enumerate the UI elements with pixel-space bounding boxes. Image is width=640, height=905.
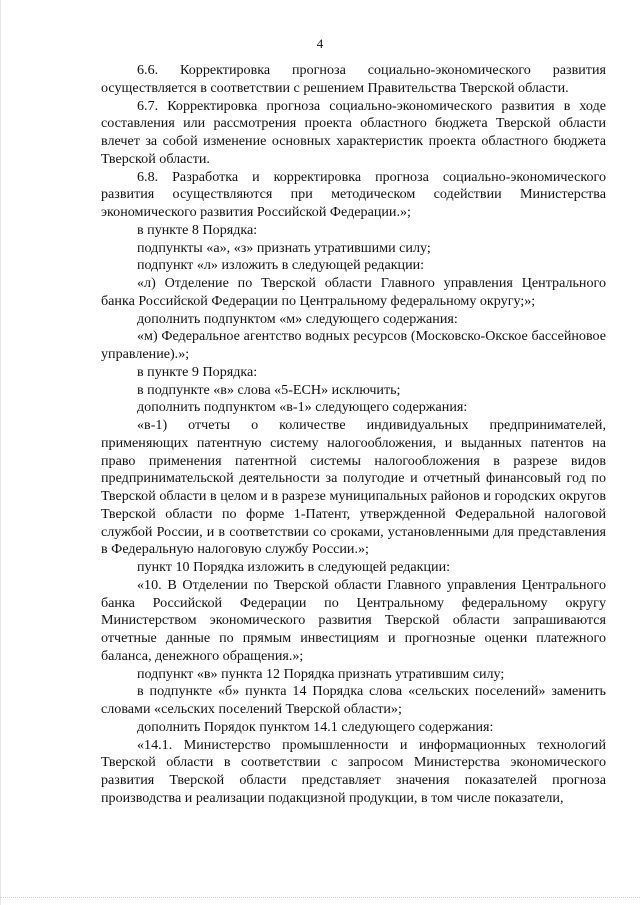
- paragraph-subitems-a-z: подпункты «а», «з» признать утратившими силу;: [137, 239, 431, 256]
- paragraph-subitem-v1-text: «в-1) отчеты о количестве индивидуальных предпринимателей, применяющих патентную систему налогообложения, и выданных патентов на право применения патентной системы налогообложения в разрезе видов предпринимательской деятельности за полугодие и отчетный финансовый год по Тверской области в целом и в разрезе муниципальных районов и городских округов Тверской области по форме 1-Патент, утвержденной Федеральной налоговой службой России, и в соответствии со сроками, установленными для представления в Федеральную налоговую службу России.»;: [101, 417, 606, 558]
- paragraph-item-10: пункт 10 Порядка изложить в следующей редакции:: [137, 559, 451, 575]
- scan-bottom-edge: [0, 897, 640, 901]
- document-body: [101, 62, 606, 808]
- paragraph-subitem-v: в подпункте «в» слова «5-ЕСН» исключить;: [137, 381, 401, 398]
- paragraph-6-7: 6.7. Корректировка прогноза социально-экономического развития в ходе составления или рассмотрения проекта областного бюджета Тверской области влечет за собой изменение основных характеристик проекта областного бюджета Тверской области.: [101, 97, 606, 167]
- paragraph-item-8: в пункте 8 Порядка:: [137, 221, 258, 238]
- scan-edge: [0, 0, 1, 905]
- page-number: 4: [316, 36, 324, 51]
- paragraph-item-14: в подпункте «б» пункта 14 Порядка слова «сельских поселений» заменить словами «сельских поселений Тверской области»;: [101, 683, 606, 717]
- paragraph-6-8: 6.8. Разработка и корректировка прогноза социально-экономического развития осуществляются при методическом содействии Министерства экономического развития Российской Федерации.»;: [101, 168, 606, 220]
- paragraph-add-item-14-1: дополнить Порядок пунктом 14.1 следующего содержания:: [137, 718, 494, 735]
- paragraph-add-subitem-v1: дополнить подпунктом «в-1» следующего содержания:: [137, 399, 468, 416]
- paragraph-item-9: в пункте 9 Порядка:: [137, 363, 258, 380]
- paragraph-item-14-1-text: «14.1. Министерство промышленности и информационных технологий Тверской области в соответствии с запросом Министерства экономического развития Тверской области представляет значения показателей прогноза производства и реализации подакцизной продукции, в том числе показатели,: [101, 736, 606, 806]
- paragraph-6-6: 6.6. Корректировка прогноза социально-экономического развития осуществляется в соответствии с решением Правительства Тверской области.: [101, 62, 606, 96]
- paragraph-item-12: подпункт «в» пункта 12 Порядка признать утратившим силу;: [137, 665, 505, 682]
- paragraph-add-subitem-m: дополнить подпунктом «м» следующего содержания:: [137, 310, 458, 327]
- paragraph-subitem-l: подпункт «л» изложить в следующей редакции:: [137, 257, 425, 274]
- paragraph-subitem-m-text: «м) Федеральное агентство водных ресурсов (Московско-Окское бассейновое управление).»;: [101, 328, 606, 362]
- paragraph-subitem-l-text: «л) Отделение по Тверской области Главного управления Центрального банка Российской Федерации по Центральному федеральному округу;»;: [101, 275, 606, 309]
- paragraph-item-10-text: «10. В Отделении по Тверской области Главного управления Центрального банка Российской Федерации по Центральному федеральному округу Министерством экономического развития Тверской области запрашиваются отчетные данные по прямым инвестициям и прогнозные оценки платежного баланса, денежного обращения.»;: [101, 576, 606, 664]
